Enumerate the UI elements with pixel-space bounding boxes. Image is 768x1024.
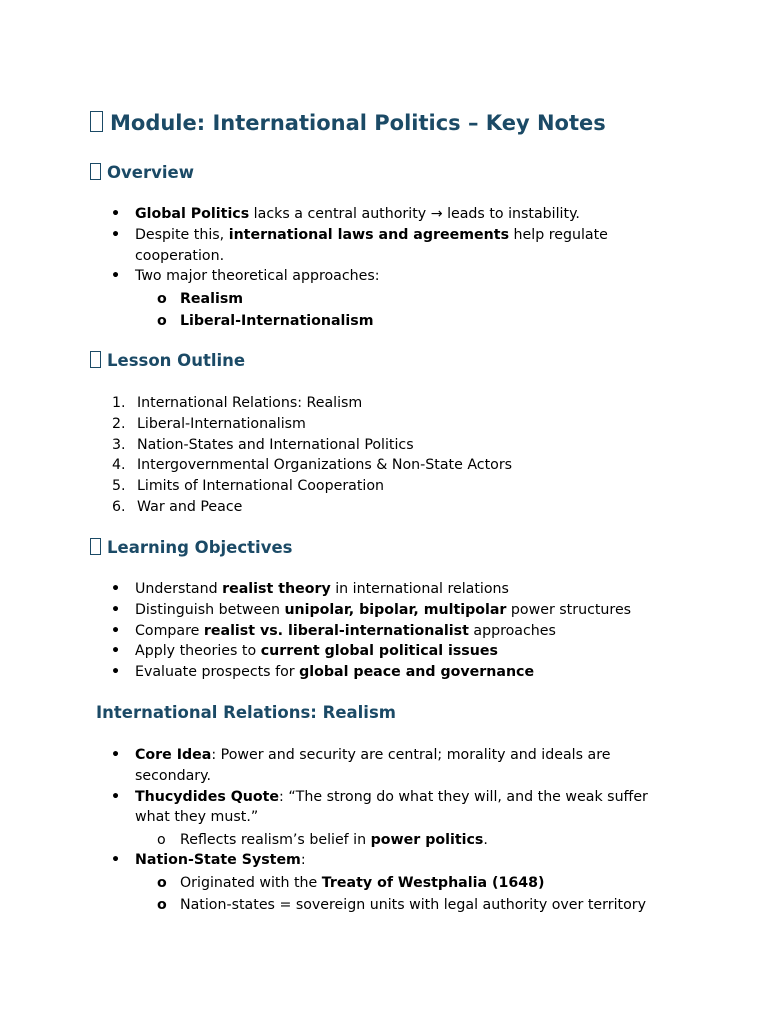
list-item: • Nation-State System: o Originated with the Treaty of Westphalia (1648) o Nation-states = sovereign units with legal authority over territory bbox=[90, 850, 660, 915]
list-item: 4. Intergovernmental Organizations & Non-State Actors bbox=[112, 457, 513, 474]
objectives-list bbox=[90, 579, 730, 683]
list-item: o Reflects realism’s belief in power politics. bbox=[135, 830, 660, 851]
learning-objectives-heading: Learning Objectives bbox=[90, 538, 292, 557]
realism-heading: International Relations: Realism bbox=[96, 703, 396, 722]
list-item: o Realism bbox=[135, 289, 690, 310]
list-item: 6. War and Peace bbox=[112, 498, 243, 515]
list-item: • Despite this, international laws and agreements help regulate cooperation. bbox=[90, 225, 690, 267]
page-title: Module: International Politics – Key Notes bbox=[90, 111, 606, 135]
lesson-outline-heading: Lesson Outline bbox=[90, 351, 245, 370]
list-item: 1. International Relations: Realism bbox=[112, 395, 363, 411]
overview-heading: Overview bbox=[90, 163, 194, 182]
list-item: • Two major theoretical approaches: o Realism o Liberal-Internationalism bbox=[90, 266, 690, 331]
list-item: o Nation-states = sovereign units with legal authority over territory bbox=[135, 895, 695, 916]
list-item: 5. Limits of International Cooperation bbox=[112, 478, 385, 495]
list-item: o Liberal-Internationalism bbox=[135, 311, 690, 332]
missing-emoji-icon bbox=[90, 351, 101, 368]
list-item: • Distinguish between unipolar, bipolar, multipolar power structures bbox=[90, 600, 730, 621]
overview-list bbox=[90, 204, 690, 332]
quote-sublist bbox=[135, 830, 660, 851]
missing-emoji-icon bbox=[90, 111, 103, 132]
missing-emoji-icon bbox=[90, 163, 101, 180]
nation-state-sublist bbox=[135, 873, 695, 916]
list-item: • Evaluate prospects for global peace and governance bbox=[90, 662, 730, 683]
list-item: 3. Nation-States and International Politics bbox=[112, 436, 414, 453]
list-item: • Understand realist theory in international relations bbox=[90, 579, 730, 600]
list-item: • Apply theories to current global political issues bbox=[90, 641, 730, 662]
approaches-sublist bbox=[135, 289, 690, 332]
list-item: o Originated with the Treaty of Westphalia (1648) bbox=[135, 873, 695, 894]
list-item: • Core Idea: Power and security are central; morality and ideals are secondary. bbox=[90, 745, 660, 787]
list-item: • Thucydides Quote: “The strong do what they will, and the weak suffer what they must.” o Reflects realism’s belief in power politics. bbox=[90, 787, 660, 851]
missing-emoji-icon bbox=[90, 538, 101, 555]
list-item: • Global Politics lacks a central authority → leads to instability. bbox=[90, 204, 690, 225]
realism-list bbox=[90, 745, 660, 916]
list-item: • Compare realist vs. liberal-internationalist approaches bbox=[90, 621, 730, 642]
lesson-outline-list bbox=[92, 393, 692, 518]
list-item: 2. Liberal-Internationalism bbox=[112, 415, 306, 432]
